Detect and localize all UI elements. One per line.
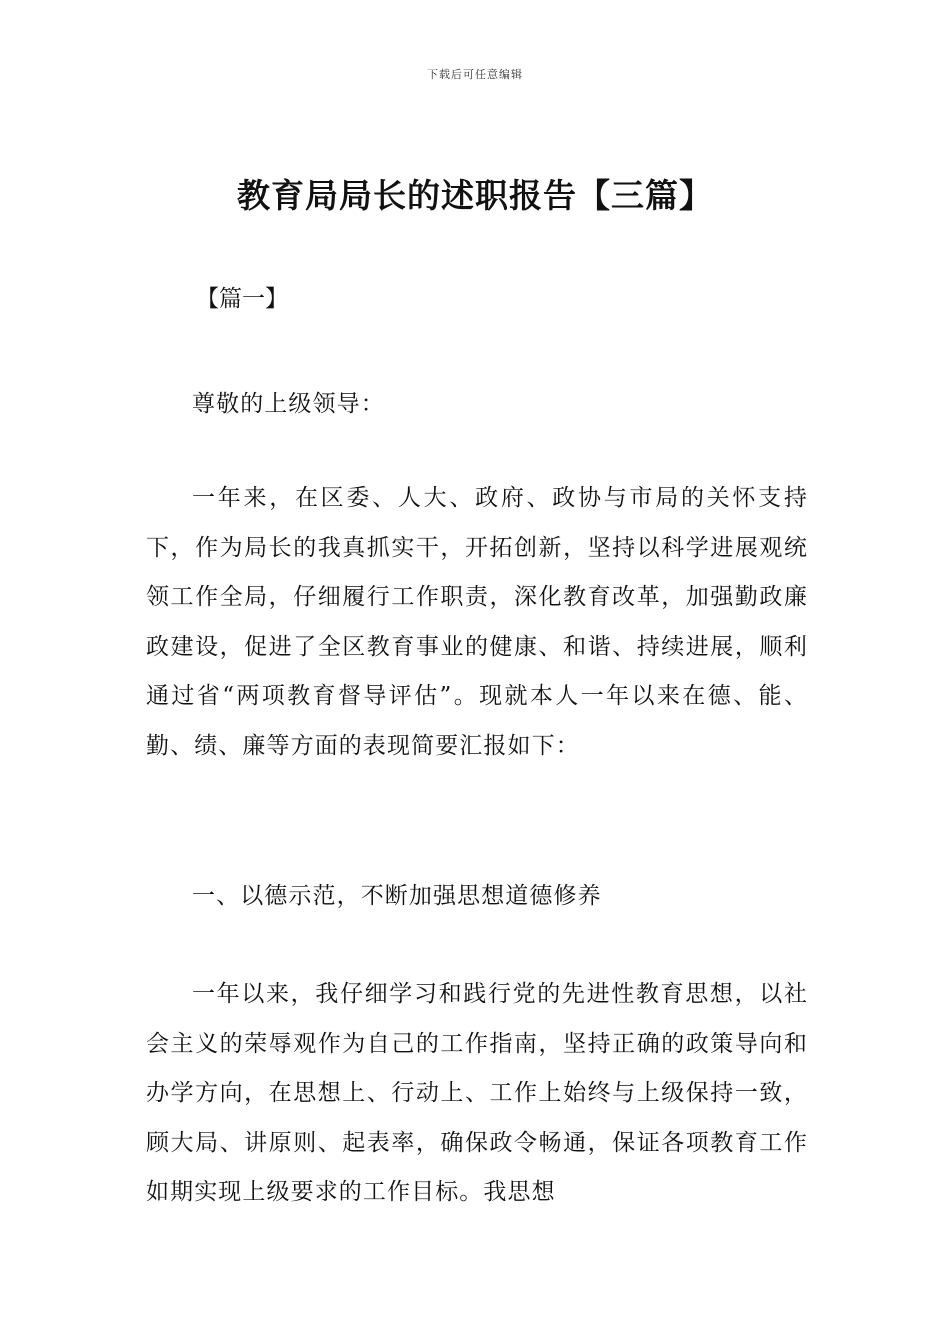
header-note: 下载后可任意编辑 [427,68,523,81]
salutation: 尊敬的上级领导： [192,391,385,417]
document-title: 教育局局长的述职报告【三篇】 [237,176,713,215]
paragraph-intro: 一年来，在区委、人大、政府、政协与市局的关怀支持下，作为局长的我真抓实干，开拓创新，坚持以科学进展观统领工作全局，仔细履行工作职责，深化教育改革，加强勤政廉政建设，促进了全区教育事业的健康、和谐、持续进展，顺利通过省“两项教育督导评估”。现就本人一年以来在德、能、勤、绩、廉等方面的表现简要汇报如下： [146,485,808,759]
paragraph-section-1: 一年以来，我仔细学习和践行党的先进性教育思想，以社会主义的荣辱观作为自己的工作指南，坚持正确的政策导向和办学方向，在思想上、行动上、工作上始终与上级保持一致，顾大局、讲原则、起表率，确保政令畅通，保证各项教育工作如期实现上级要求的工作目标。我思想 [146,981,808,1206]
section-label: 【篇一】 [196,286,288,312]
section-heading-1: 一、以德示范，不断加强思想道德修养 [192,883,602,909]
